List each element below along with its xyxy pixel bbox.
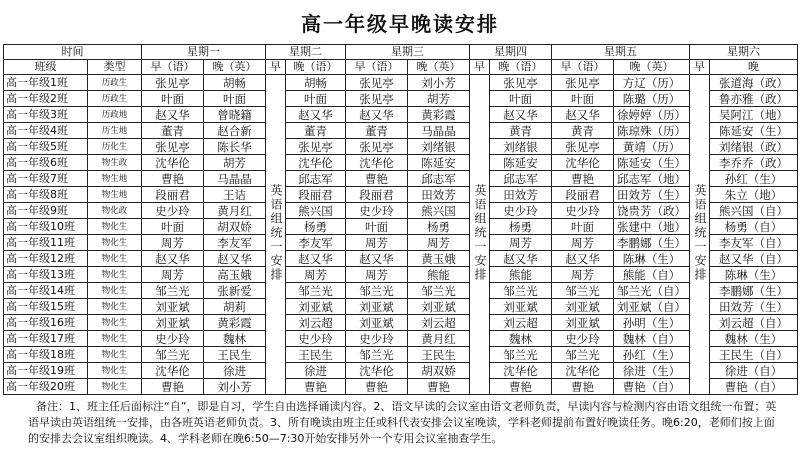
- type-cell: 历政地: [88, 107, 142, 123]
- cell-wed-wan: 胡芳: [408, 91, 470, 107]
- schedule-table: [3, 44, 798, 395]
- class-cell: 高一年级11班: [4, 235, 88, 251]
- header-tue-zao: 早: [266, 60, 286, 75]
- cell-mon-zao: 周芳: [142, 267, 204, 283]
- type-cell: 物化生: [88, 347, 142, 363]
- table-row: [4, 187, 798, 203]
- cell-mon-zao: 赵又华: [142, 107, 204, 123]
- cell-fri-zao: 邹兰光: [552, 283, 614, 299]
- cell-thu-wan: 刘亚斌: [490, 299, 552, 315]
- cell-tue-wan: 叶面: [286, 91, 346, 107]
- cell-fri-wan: 邱志军（地）: [614, 171, 690, 187]
- cell-thu-wan: 沈华伦: [490, 363, 552, 379]
- cell-sat-wan: 魏林（生）: [710, 331, 798, 347]
- header-tuesday: 星期二: [266, 45, 346, 60]
- cell-mon-zao: 赵又华: [142, 251, 204, 267]
- cell-wed-zao: 刘亚斌: [346, 299, 408, 315]
- cell-mon-wan: 魏林: [204, 331, 266, 347]
- type-cell: 物化生: [88, 315, 142, 331]
- header-mon-wan: 晚（英）: [204, 60, 266, 75]
- cell-wed-wan: 周芳: [408, 235, 470, 251]
- cell-fri-wan: 饶贵芳（政）: [614, 203, 690, 219]
- cell-sat-wan: 李乔乔（政）: [710, 155, 798, 171]
- class-cell: 高一年级17班: [4, 331, 88, 347]
- cell-thu-wan: 田效芳: [490, 187, 552, 203]
- cell-wed-zao: 史少玲: [346, 203, 408, 219]
- class-cell: 高一年级19班: [4, 363, 88, 379]
- cell-sat-wan: 赵又华（自）: [710, 251, 798, 267]
- header-type: 类型: [88, 60, 142, 75]
- cell-fri-wan: 曹艳（自）: [614, 379, 690, 395]
- cell-wed-wan: 陈延安: [408, 155, 470, 171]
- cell-thu-wan: 史少玲: [490, 203, 552, 219]
- class-cell: 高一年级10班: [4, 219, 88, 235]
- cell-mon-zao: 邹兰光: [142, 347, 204, 363]
- table-row: [4, 299, 798, 315]
- class-cell: 高一年级16班: [4, 315, 88, 331]
- tue-zao-merged: [266, 75, 286, 395]
- cell-tue-wan: 史少玲: [286, 331, 346, 347]
- cell-wed-zao: 邹兰光: [346, 347, 408, 363]
- cell-mon-wan: 黄月红: [204, 203, 266, 219]
- cell-thu-wan: 张见亭: [490, 75, 552, 91]
- cell-thu-wan: 曹艳: [490, 379, 552, 395]
- table-row: [4, 235, 798, 251]
- type-cell: 物化生: [88, 283, 142, 299]
- table-row: [4, 283, 798, 299]
- cell-thu-wan: 邱志军: [490, 171, 552, 187]
- class-cell: 高一年级12班: [4, 251, 88, 267]
- cell-tue-wan: 胡畅: [286, 75, 346, 91]
- class-cell: 高一年级1班: [4, 75, 88, 91]
- cell-fri-wan: 陈琼殊（历）: [614, 123, 690, 139]
- header-wed-zao: 早（语）: [346, 60, 408, 75]
- cell-thu-wan: 魏林: [490, 331, 552, 347]
- cell-wed-wan: 胡双娇: [408, 363, 470, 379]
- cell-mon-zao: 段丽君: [142, 187, 204, 203]
- cell-wed-zao: 邹兰光: [346, 283, 408, 299]
- table-row: [4, 219, 798, 235]
- cell-tue-wan: 张见亭: [286, 139, 346, 155]
- type-cell: 物化生: [88, 331, 142, 347]
- type-cell: 物化生: [88, 219, 142, 235]
- cell-sat-wan: 徐进（自）: [710, 363, 798, 379]
- type-cell: 物生政: [88, 155, 142, 171]
- type-cell: 物化生: [88, 267, 142, 283]
- cell-mon-wan: 高玉娥: [204, 267, 266, 283]
- cell-wed-zao: 赵又华: [346, 107, 408, 123]
- cell-fri-wan: 孙明（生）: [614, 315, 690, 331]
- header-saturday: 星期六: [690, 45, 798, 60]
- cell-fri-zao: 段丽君: [552, 187, 614, 203]
- cell-tue-wan: 段丽君: [286, 187, 346, 203]
- cell-wed-wan: 刘绪银: [408, 139, 470, 155]
- cell-mon-wan: 赵又华: [204, 251, 266, 267]
- cell-sat-wan: 李鹏娜（生）: [710, 283, 798, 299]
- cell-wed-zao: 曹艳: [346, 379, 408, 395]
- cell-mon-wan: 胡畅: [204, 75, 266, 91]
- header-wednesday: 星期三: [346, 45, 470, 60]
- cell-wed-wan: 邱志军: [408, 171, 470, 187]
- class-cell: 高一年级6班: [4, 155, 88, 171]
- type-cell: 物化生: [88, 379, 142, 395]
- english-arrangement-note: 英语组统一安排: [269, 183, 283, 282]
- cell-fri-zao: 黄青: [552, 123, 614, 139]
- cell-mon-wan: 王民生: [204, 347, 266, 363]
- cell-wed-zao: 沈华伦: [346, 155, 408, 171]
- cell-fri-zao: 周芳: [552, 267, 614, 283]
- cell-wed-zao: 张见亭: [346, 139, 408, 155]
- cell-sat-wan: 陈延安（生）: [710, 123, 798, 139]
- header-fri-wan: 晚（英）: [614, 60, 690, 75]
- table-row: [4, 123, 798, 139]
- cell-mon-wan: 叶面: [204, 91, 266, 107]
- cell-fri-zao: 张见亭: [552, 139, 614, 155]
- cell-fri-zao: 刘亚斌: [552, 315, 614, 331]
- cell-mon-zao: 史少玲: [142, 331, 204, 347]
- cell-tue-wan: 董青: [286, 123, 346, 139]
- table-row: [4, 171, 798, 187]
- header-thursday: 星期四: [470, 45, 552, 60]
- cell-tue-wan: 王民生: [286, 347, 346, 363]
- cell-tue-wan: 刘云超: [286, 315, 346, 331]
- cell-tue-wan: 邹兰光: [286, 283, 346, 299]
- cell-fri-zao: 史少玲: [552, 203, 614, 219]
- cell-mon-zao: 刘亚斌: [142, 315, 204, 331]
- cell-sat-wan: 陈琳（生）: [710, 267, 798, 283]
- cell-tue-wan: 赵又华: [286, 251, 346, 267]
- cell-wed-wan: 熊兴国: [408, 203, 470, 219]
- cell-mon-zao: 曹艳: [142, 379, 204, 395]
- class-cell: 高一年级14班: [4, 283, 88, 299]
- sat-zao-merged: [690, 75, 710, 395]
- class-cell: 高一年级15班: [4, 299, 88, 315]
- cell-thu-wan: 邹兰光: [490, 347, 552, 363]
- class-cell: 高一年级9班: [4, 203, 88, 219]
- page-title: 高一年级早晚读安排: [301, 12, 499, 36]
- cell-mon-zao: 沈华伦: [142, 363, 204, 379]
- cell-sat-wan: 王民生（自）: [710, 347, 798, 363]
- cell-tue-wan: 曹艳: [286, 379, 346, 395]
- header-sat-zao: 早: [690, 60, 710, 75]
- cell-wed-zao: 段丽君: [346, 187, 408, 203]
- cell-wed-zao: 张见亭: [346, 75, 408, 91]
- cell-fri-zao: 赵又华: [552, 251, 614, 267]
- cell-sat-wan: 鲁亦雅（政）: [710, 91, 798, 107]
- table-row: [4, 251, 798, 267]
- cell-fri-wan: 邹兰光（自）: [614, 283, 690, 299]
- cell-wed-wan: 邹兰光: [408, 283, 470, 299]
- cell-wed-wan: 马晶晶: [408, 123, 470, 139]
- cell-fri-wan: 孙红（生）: [614, 347, 690, 363]
- cell-mon-zao: 董青: [142, 123, 204, 139]
- table-row: [4, 379, 798, 395]
- type-cell: 物化生: [88, 251, 142, 267]
- cell-sat-wan: 李友军（自）: [710, 235, 798, 251]
- type-cell: 物化生: [88, 235, 142, 251]
- cell-wed-wan: 黄彩霞: [408, 107, 470, 123]
- cell-mon-wan: 胡芳: [204, 155, 266, 171]
- cell-thu-wan: 杨勇: [490, 219, 552, 235]
- cell-thu-wan: 陈延安: [490, 155, 552, 171]
- cell-thu-wan: 赵又华: [490, 251, 552, 267]
- class-cell: 高一年级3班: [4, 107, 88, 123]
- cell-wed-wan: 刘亚斌: [408, 299, 470, 315]
- cell-thu-wan: 赵又华: [490, 107, 552, 123]
- cell-wed-wan: 王民生: [408, 347, 470, 363]
- class-cell: 高一年级20班: [4, 379, 88, 395]
- table-row: [4, 267, 798, 283]
- cell-wed-zao: 叶面: [346, 219, 408, 235]
- cell-sat-wan: 张道海（政）: [710, 75, 798, 91]
- cell-mon-zao: 史少玲: [142, 203, 204, 219]
- cell-fri-wan: 李鹏娜（生）: [614, 235, 690, 251]
- class-cell: 高一年级2班: [4, 91, 88, 107]
- table-row: [4, 203, 798, 219]
- class-cell: 高一年级13班: [4, 267, 88, 283]
- cell-mon-wan: 徐进: [204, 363, 266, 379]
- header-mon-zao: 早（语）: [142, 60, 204, 75]
- cell-fri-wan: 陈璐（历）: [614, 91, 690, 107]
- cell-wed-zao: 周芳: [346, 267, 408, 283]
- cell-fri-wan: 徐婷婷（历）: [614, 107, 690, 123]
- cell-sat-wan: 田效芳（生）: [710, 299, 798, 315]
- cell-mon-wan: 马晶晶: [204, 171, 266, 187]
- cell-thu-wan: 刘云超: [490, 315, 552, 331]
- cell-mon-wan: 赵合新: [204, 123, 266, 139]
- cell-wed-wan: 熊能: [408, 267, 470, 283]
- header-tue-wan: 晚（语）: [286, 60, 346, 75]
- cell-wed-zao: 董青: [346, 123, 408, 139]
- type-cell: 物生地: [88, 187, 142, 203]
- cell-fri-wan: 魏林（自）: [614, 331, 690, 347]
- header-fri-zao: 早（语）: [552, 60, 614, 75]
- cell-wed-wan: 黄玉娥: [408, 251, 470, 267]
- table-row: [4, 139, 798, 155]
- cell-mon-wan: 曾晓籍: [204, 107, 266, 123]
- type-cell: 历化生: [88, 139, 142, 155]
- header-time: 时间: [4, 45, 142, 60]
- cell-mon-wan: 刘小芳: [204, 379, 266, 395]
- cell-sat-wan: 杨勇（自）: [710, 219, 798, 235]
- cell-mon-zao: 邹兰光: [142, 283, 204, 299]
- cell-fri-zao: 赵又华: [552, 107, 614, 123]
- cell-mon-wan: 陈长华: [204, 139, 266, 155]
- table-row: [4, 347, 798, 363]
- cell-mon-wan: 黄彩霞: [204, 315, 266, 331]
- cell-sat-wan: 刘绪银（政）: [710, 139, 798, 155]
- cell-wed-wan: 黄月红: [408, 331, 470, 347]
- footnote: 备注：1、班主任后面标注“自”，即是自习，学生自由选择诵读内容。2、语文早读的会议室由语文老师负责，早读内容与检测内容由语文组统一布置；英语早读由英语组统一安排，由各班英语老师负责。3、所有晚读由班主任或科代表安排会议室晚读，学科老师提前布置好晚读任务。晚6:20，老师们按上面的安排去会议室组织晚读。4、学科老师在晚6:50—7:30开始安排另外一个专用会议室抽查学生。: [28, 400, 777, 445]
- type-cell: 物化政: [88, 203, 142, 219]
- cell-fri-zao: 刘亚斌: [552, 299, 614, 315]
- cell-fri-wan: 田效芳（生）: [614, 187, 690, 203]
- cell-mon-zao: 张见亭: [142, 139, 204, 155]
- cell-fri-wan: 熊能（自）: [614, 267, 690, 283]
- cell-thu-wan: 邹兰光: [490, 283, 552, 299]
- cell-fri-wan: 黄靖（历）: [614, 139, 690, 155]
- header-monday: 星期一: [142, 45, 266, 60]
- cell-tue-wan: 刘亚斌: [286, 299, 346, 315]
- cell-wed-zao: 沈华伦: [346, 363, 408, 379]
- type-cell: 物化生: [88, 363, 142, 379]
- cell-mon-zao: 沈华伦: [142, 155, 204, 171]
- type-cell: 历生地: [88, 123, 142, 139]
- class-cell: 高一年级18班: [4, 347, 88, 363]
- cell-tue-wan: 沈华伦: [286, 155, 346, 171]
- cell-sat-wan: 熊兴国（自）: [710, 203, 798, 219]
- cell-fri-wan: 方辽（历）: [614, 75, 690, 91]
- cell-wed-wan: 刘云超: [408, 315, 470, 331]
- cell-fri-wan: 陈琳（生）: [614, 251, 690, 267]
- table-row: [4, 315, 798, 331]
- cell-sat-wan: 曹艳（自）: [710, 379, 798, 395]
- cell-tue-wan: 周芳: [286, 267, 346, 283]
- cell-fri-zao: 邹兰光: [552, 347, 614, 363]
- table-row: [4, 107, 798, 123]
- cell-wed-zao: 周芳: [346, 235, 408, 251]
- cell-tue-wan: 邱志军: [286, 171, 346, 187]
- cell-fri-zao: 曹艳: [552, 379, 614, 395]
- cell-fri-zao: 张见亭: [552, 75, 614, 91]
- cell-fri-zao: 沈华伦: [552, 155, 614, 171]
- class-cell: 高一年级7班: [4, 171, 88, 187]
- cell-tue-wan: 熊兴国: [286, 203, 346, 219]
- cell-mon-zao: 周芳: [142, 235, 204, 251]
- cell-mon-wan: 张新爱: [204, 283, 266, 299]
- cell-sat-wan: 刘云超（自）: [710, 315, 798, 331]
- class-cell: 高一年级4班: [4, 123, 88, 139]
- type-cell: 历政生: [88, 91, 142, 107]
- class-cell: 高一年级5班: [4, 139, 88, 155]
- cell-thu-wan: 黄青: [490, 123, 552, 139]
- cell-mon-zao: 张见亭: [142, 75, 204, 91]
- cell-sat-wan: 孙红（生）: [710, 171, 798, 187]
- cell-wed-zao: 史少玲: [346, 331, 408, 347]
- cell-tue-wan: 赵又华: [286, 107, 346, 123]
- cell-tue-wan: 李友军: [286, 235, 346, 251]
- thu-zao-merged: [470, 75, 490, 395]
- english-arrangement-note: 英语组统一安排: [693, 183, 707, 282]
- cell-fri-zao: 史少玲: [552, 331, 614, 347]
- cell-thu-wan: 熊能: [490, 267, 552, 283]
- cell-fri-zao: 叶面: [552, 219, 614, 235]
- cell-mon-wan: 王诘: [204, 187, 266, 203]
- english-arrangement-note: 英语组统一安排: [473, 183, 487, 282]
- cell-tue-wan: 徐进: [286, 363, 346, 379]
- table-row: [4, 75, 798, 91]
- cell-mon-zao: 叶面: [142, 219, 204, 235]
- cell-mon-wan: 胡莉: [204, 299, 266, 315]
- cell-fri-zao: 沈华伦: [552, 363, 614, 379]
- cell-tue-wan: 杨勇: [286, 219, 346, 235]
- cell-fri-zao: 周芳: [552, 235, 614, 251]
- cell-fri-zao: 曹艳: [552, 171, 614, 187]
- table-row: [4, 363, 798, 379]
- header-wed-wan: 晚（英）: [408, 60, 470, 75]
- header-friday: 星期五: [552, 45, 690, 60]
- cell-sat-wan: 吴阿江（地）: [710, 107, 798, 123]
- cell-wed-wan: 曹艳: [408, 379, 470, 395]
- header-class: 班级: [4, 60, 88, 75]
- cell-mon-zao: 曹艳: [142, 171, 204, 187]
- type-cell: 物生地: [88, 171, 142, 187]
- cell-wed-zao: 曹艳: [346, 171, 408, 187]
- cell-wed-wan: 田效芳: [408, 187, 470, 203]
- table-row: [4, 91, 798, 107]
- class-cell: 高一年级8班: [4, 187, 88, 203]
- cell-fri-wan: 徐进（生）: [614, 363, 690, 379]
- table-row: [4, 331, 798, 347]
- cell-fri-wan: 刘亚斌（自）: [614, 299, 690, 315]
- header-thu-zao: 早: [470, 60, 490, 75]
- cell-mon-zao: 刘亚斌: [142, 299, 204, 315]
- cell-fri-wan: 张建中（地）: [614, 219, 690, 235]
- cell-fri-zao: 叶面: [552, 91, 614, 107]
- cell-wed-zao: 刘亚斌: [346, 315, 408, 331]
- cell-mon-zao: 叶面: [142, 91, 204, 107]
- header-sat-wan: 晚: [710, 60, 798, 75]
- cell-wed-zao: 张见亭: [346, 91, 408, 107]
- cell-wed-zao: 赵又华: [346, 251, 408, 267]
- header-thu-wan: 晚（语）: [490, 60, 552, 75]
- cell-mon-wan: 胡双娇: [204, 219, 266, 235]
- cell-thu-wan: 刘绪银: [490, 139, 552, 155]
- cell-wed-wan: 刘小芳: [408, 75, 470, 91]
- cell-sat-wan: 朱立（地）: [710, 187, 798, 203]
- type-cell: 历政生: [88, 75, 142, 91]
- cell-thu-wan: 叶面: [490, 91, 552, 107]
- cell-mon-wan: 李友军: [204, 235, 266, 251]
- cell-thu-wan: 周芳: [490, 235, 552, 251]
- type-cell: 物化生: [88, 299, 142, 315]
- cell-fri-wan: 陈延安（生）: [614, 155, 690, 171]
- cell-wed-wan: 杨勇: [408, 219, 470, 235]
- table-row: [4, 155, 798, 171]
